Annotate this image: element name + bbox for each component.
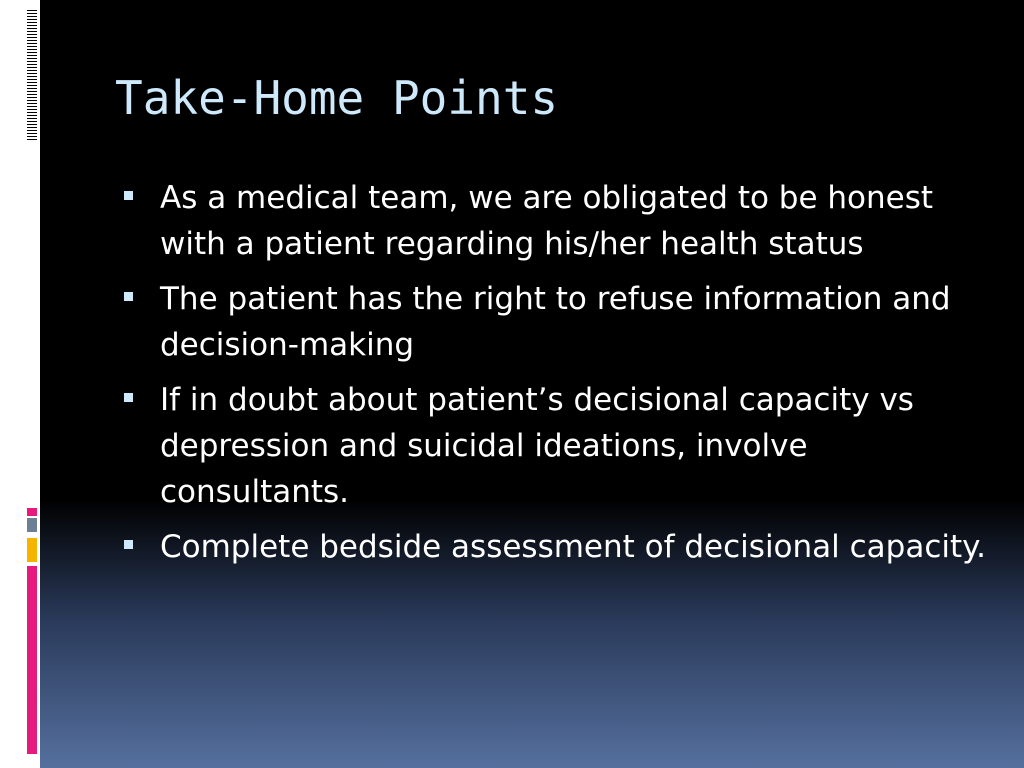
decorative-bar-yellow bbox=[27, 538, 37, 562]
bullet-item bbox=[124, 524, 994, 570]
bullet-text: If in doubt about patient’s decisional capacity vs depression and suicidal ideations, involve consultants. bbox=[160, 382, 914, 510]
bullet-list bbox=[124, 175, 994, 579]
bullet-text: Complete bedside assessment of decisional capacity. bbox=[160, 529, 986, 565]
bullet-text: The patient has the right to refuse information and decision-making bbox=[160, 281, 951, 363]
square-bullet-icon bbox=[124, 540, 133, 549]
decorative-stripes bbox=[27, 10, 37, 140]
decorative-bar-magenta bbox=[27, 566, 37, 754]
bullet-item bbox=[124, 175, 994, 267]
bullet-item bbox=[124, 377, 994, 515]
square-bullet-icon bbox=[124, 191, 133, 200]
square-bullet-icon bbox=[124, 292, 133, 301]
bullet-text: As a medical team, we are obligated to be honest with a patient regarding his/her health status bbox=[160, 180, 934, 262]
bullet-item bbox=[124, 276, 994, 368]
square-bullet-icon bbox=[124, 393, 133, 402]
decorative-bar-gray bbox=[27, 518, 37, 532]
slide-title: Take-Home Points bbox=[115, 71, 559, 125]
decorative-bar-magenta-top bbox=[27, 508, 37, 516]
